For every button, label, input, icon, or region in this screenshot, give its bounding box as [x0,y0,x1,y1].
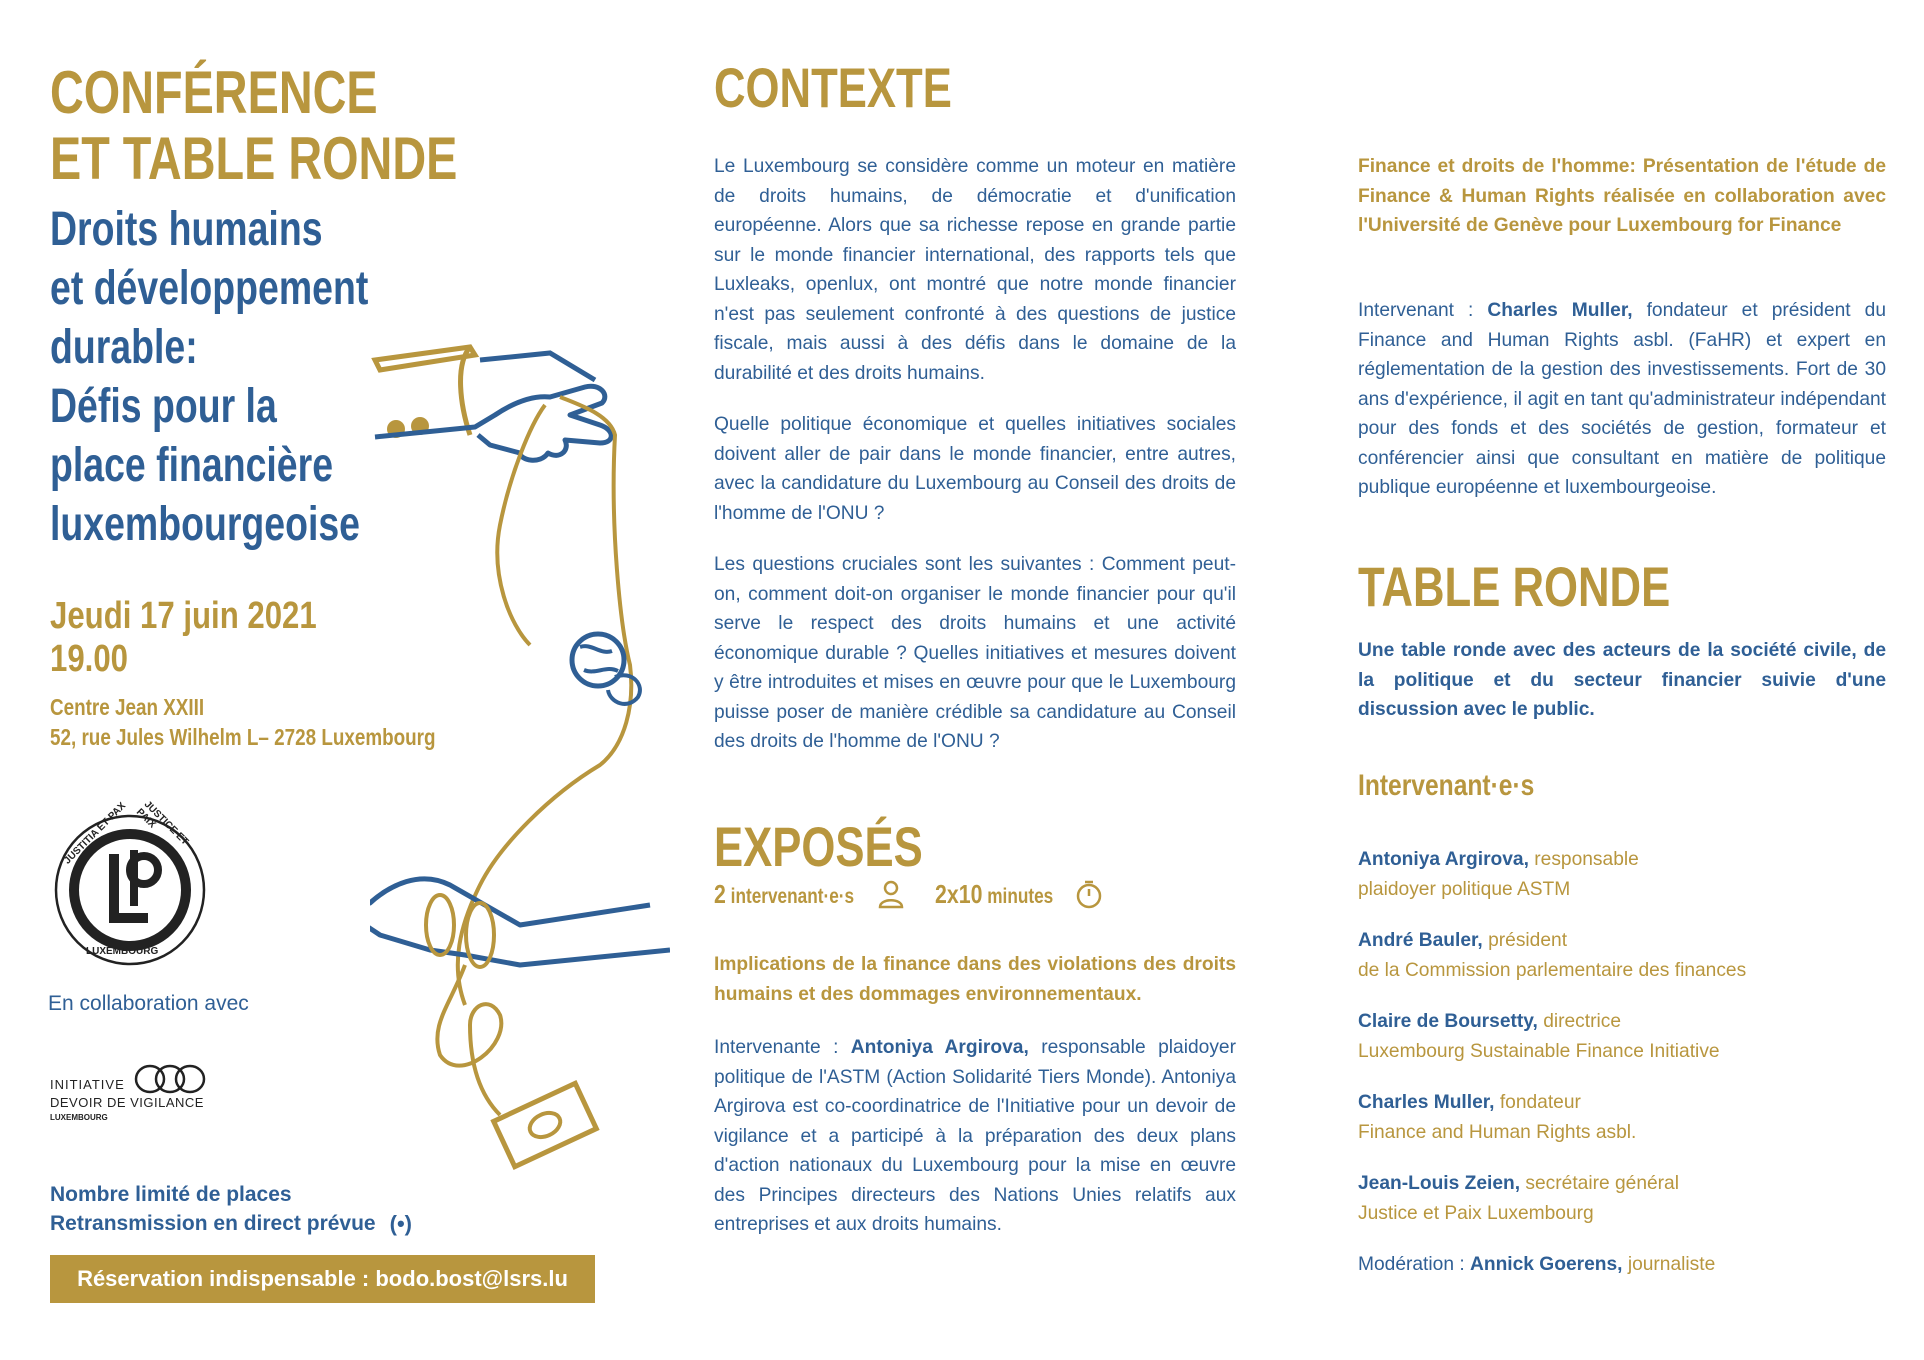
speakers-title: Intervenant·e·s [1358,769,1535,802]
partner-line1: INITIATIVE [50,1077,125,1092]
list-item [1358,926,1886,985]
expose-1-prefix: Intervenante : [714,1037,851,1058]
list-item [1358,845,1886,904]
speaker-name: Jean-Louis Zeien, [1358,1173,1521,1194]
theme-line6: luxembourgeoise [50,498,361,551]
duration-number: 2x10 [934,878,983,909]
contexte-paragraph-1: Le Luxembourg se considère comme un moteur en matière de droits humains, de démocratie et d'unification européenne. Alors que sa richesse repose en grande partie sur le monde financier international, des rapports tels que Luxleaks, openlux, ont montré que notre monde financier n'est pas seulement confronté à des questions de justice fiscale, mais aussi à des défis dans le domaine de la durabilité et des droits humains. [714,156,1236,384]
speakers-list [1358,845,1886,1280]
list-item [1358,1007,1886,1066]
exposes-meta [714,878,1105,910]
limited-places: Nombre limité de places [50,1183,292,1206]
contexte-body [714,152,1236,779]
event-time: 19.00 [50,638,128,680]
live-broadcast-icon: (•) [389,1211,412,1236]
speaker-role: responsable [1528,849,1639,870]
venue-address: 52, rue Jules Wilhelm L– 2728 Luxembourg [50,724,436,750]
moderator-name: Annick Goerens, [1470,1254,1623,1275]
logo-text-right: JUSTICE ET PAIX [133,798,191,848]
speaker-count-number: 2 [714,878,726,909]
exposes-title: EXPOSÉS [714,815,923,878]
expose-1-description: responsable plaidoyer politique de l'ASTM (Action Solidarité Tiers Monde). Antoniya Argirova est co-coordinatrice de l'Initiative pour un devoir de vigilance et a participé à la préparation des deux plans d'action nationaux du Luxembourg pour la mise en œuvre des Principes directeurs des Nations Unies relatifs aux entreprises et aux droits humains. [714,1037,1236,1235]
expose-2-body [1358,296,1886,503]
speaker-role: fondateur [1494,1092,1581,1113]
theme-line5: place financière [50,439,334,492]
venue-name: Centre Jean XXIII [50,694,205,720]
event-date: Jeudi 17 juin 2021 [50,595,317,637]
logo-text-bottom: LUXEMBOURG [86,946,159,957]
speaker-role: président [1482,930,1568,951]
moderation [1358,1250,1886,1280]
theme-line4: Défis pour la [50,380,277,433]
speaker-org: plaidoyer politique ASTM [1358,878,1571,900]
collaboration-label: En collaboration avec [48,992,249,1015]
speaker-name: Claire de Boursetty, [1358,1011,1538,1032]
speaker-org: de la Commission parlementaire des finances [1358,959,1747,981]
justitia-et-pax-logo [50,798,210,970]
theme-line2: et développement [50,262,369,315]
duration [935,879,1053,910]
chain-links-icon [132,1059,212,1099]
expose-2-speaker: Charles Muller, [1487,300,1633,321]
speaker-count-label: intervenant·e·s [730,884,855,908]
moderation-label: Modération : [1358,1254,1470,1275]
stopwatch-icon [1073,878,1105,910]
contexte-paragraph-3: Les questions cruciales sont les suivantes : Comment peut-on, comment doit-on organiser le monde financier pour qu'il serve le respect des droits humains et une activité économique durable ? Quelles initiatives et mesures doivent y être introduites et mises en œuvre pour que le Luxembourg puisse poser de manière crédible sa candidature au Conseil des droits de l'homme de l'ONU ? [714,554,1236,752]
expose-1-topic: Implications de la finance dans des violations des droits humains et des dommages environnementaux. [714,954,1236,1005]
logo-text-left: JUSTITIA ET PAX [62,800,129,867]
live-stream-note: Retransmission en direct prévue [50,1212,376,1235]
partner-line3: LUXEMBOURG [50,1113,108,1122]
conference-title [50,60,674,192]
speaker-org: Finance and Human Rights asbl. [1358,1121,1637,1143]
table-ronde-title: TABLE RONDE [1358,555,1671,618]
duration-label: minutes [987,884,1054,908]
contexte-title: CONTEXTE [714,56,952,119]
person-icon [875,878,907,910]
expose-2-description: fondateur et président du Finance and Human Rights asbl. (FaHR) et expert en réglementation de la gestion des investissements. Fort de 30 ans d'expérience, il agit en tant qu'administrateur indépendant pour des fonds et des sociétés de gestion, formateur et conférencier ainsi que consultant en matière de politique publique européenne et luxembourgeoise. [1358,300,1886,498]
list-item [1358,1088,1886,1147]
conference-title-line1: CONFÉRENCE [50,59,378,126]
event-notes [50,1180,412,1238]
conference-title-line2: ET TABLE RONDE [50,125,458,192]
speaker-name: Antoniya Argirova, [1358,849,1529,870]
speaker-name: André Bauler, [1358,930,1483,951]
speaker-count [714,879,854,910]
expose-2-topic: Finance et droits de l'homme: Présentation de l'étude de Finance & Human Rights réalisée en collaboration avec l'Université de Genève pour Luxembourg for Finance [1358,156,1886,236]
speaker-name: Charles Muller, [1358,1092,1495,1113]
hands-illustration [370,325,670,1185]
speaker-role: secrétaire général [1520,1173,1679,1194]
reservation-text: Réservation indispensable : bodo.bost@lsrs.lu [77,1266,568,1291]
theme-line3: durable: [50,321,198,374]
speaker-role: directrice [1537,1011,1622,1032]
initiative-devoir-vigilance-logo [50,1055,250,1125]
moderator-role: journaliste [1622,1254,1716,1275]
reservation-banner [50,1255,595,1303]
theme-line1: Droits humains [50,203,323,256]
speaker-org: Justice et Paix Luxembourg [1358,1202,1594,1224]
speaker-org: Luxembourg Sustainable Finance Initiative [1358,1040,1720,1062]
list-item [1358,1169,1886,1228]
contexte-paragraph-2: Quelle politique économique et quelles initiatives sociales doivent aller de pair dans le monde financier, entre autres, avec la candidature du Luxembourg au Conseil des droits de l'homme de l'ONU ? [714,414,1236,524]
expose-1-body [714,1033,1236,1240]
partner-line2: DEVOIR DE VIGILANCE [50,1095,204,1110]
table-ronde-intro: Une table ronde avec des acteurs de la société civile, de la politique et du secteur financier suivie d'une discussion avec le public. [1358,640,1886,720]
expose-1-speaker: Antoniya Argirova, [850,1037,1029,1058]
expose-2-prefix: Intervenant : [1358,300,1488,321]
